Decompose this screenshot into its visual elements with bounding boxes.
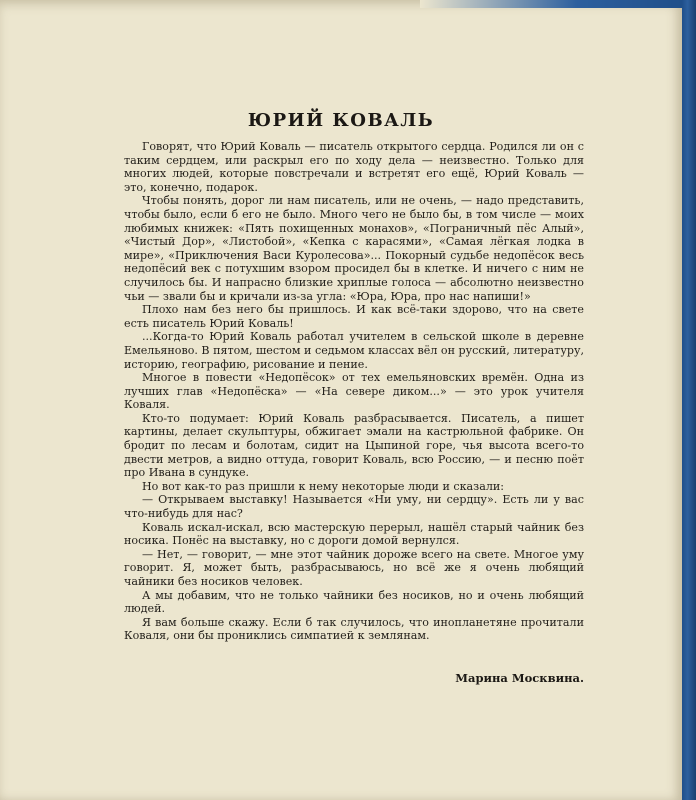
paragraph: — Открываем выставку! Называется «Ни уму, ни сердцу». Есть ли у вас что-нибудь для нас? [124,493,584,521]
paragraph: Чтобы понять, дорог ли нам писатель, или не очень, — надо представить, чтобы было, если б его не было. Много чего не было бы, в том числе — моих любимых книжек: «Пять похищенных монахов», «Пограничный пёс Алый», «Чистый Дор», «Листобой», «Кепка с карасями», «Самая лёгкая лодка в мире», «Приключения Васи Куролесова»... Покорный судьбе недопёсок весь недопёсий век с потухшим взором просидел бы в клетке. И ничего с ним не случилось бы. И напрасно близкие хриплые голоса — абсолютно неизвестно чьи — звали бы и кричали из-за угла: «Юра, Юра, про нас напиши!» [124,194,584,303]
paragraph: ...Когда-то Юрий Коваль работал учителем в сельской школе в деревне Емельяново. В пятом, шестом и седьмом классах вёл он русский, литературу, историю, географию, рисование и пение. [124,330,585,371]
paragraph: Говорят, что Юрий Коваль — писатель открытого сердца. Родился ли он с таким сердцем, или раскрыл его по ходу дела — неизвестно. Только для многих людей, которые повстречали и встретят его ещё, Юрий Коваль — это, конечно, подарок. [124,140,584,194]
paragraph: Но вот как-то раз пришли к нему некоторые люди и сказали: [142,479,504,493]
article-body [124,140,584,643]
paragraph: Плохо нам без него бы пришлось. И как всё-таки здорово, что на свете есть писатель Юрий Коваль! [124,303,584,330]
paragraph: Кто-то подумает: Юрий Коваль разбрасывается. Писатель, а пишет картины, делает скульптуры, обжигает эмали на кастрюльной фабрике. Он бродит по лесам и болотам, сидит на Цыпиной горе, чья высота всего-то двести метров, а видно оттуда, говорит Коваль, всю Россию, — и песню поёт про Ивана в сундуке. [124,411,584,480]
paragraph: А мы добавим, что не только чайники без носиков, но и очень любящий людей. [124,588,584,616]
paragraph: Коваль искал-искал, всю мастерскую перерыл, нашёл старый чайник без носика. Понёс на выставку, но с дороги домой вернулся. [124,520,584,548]
paragraph: — Нет, — говорит, — мне этот чайник дороже всего на свете. Многое уму говорит. Я, может быть, разбрасываюсь, но всё же я очень любящий чайники без носиков человек. [124,547,584,588]
paragraph: Я вам больше скажу. Если б так случилось, что инопланетяне прочитали Коваля, они бы прониклись симпатией к землянам. [124,615,584,643]
book-cover-edge [420,0,682,8]
author-signature: Марина Москвина. [455,671,584,685]
page-title: ЮРИЙ КОВАЛЬ [247,110,435,131]
book-spine [682,0,696,800]
paragraph: Многое в повести «Недопёсок» от тех емельяновских времён. Одна из лучших глав «Недопёска» — «На севере диком...» — это урок учителя Коваля. [124,371,584,412]
